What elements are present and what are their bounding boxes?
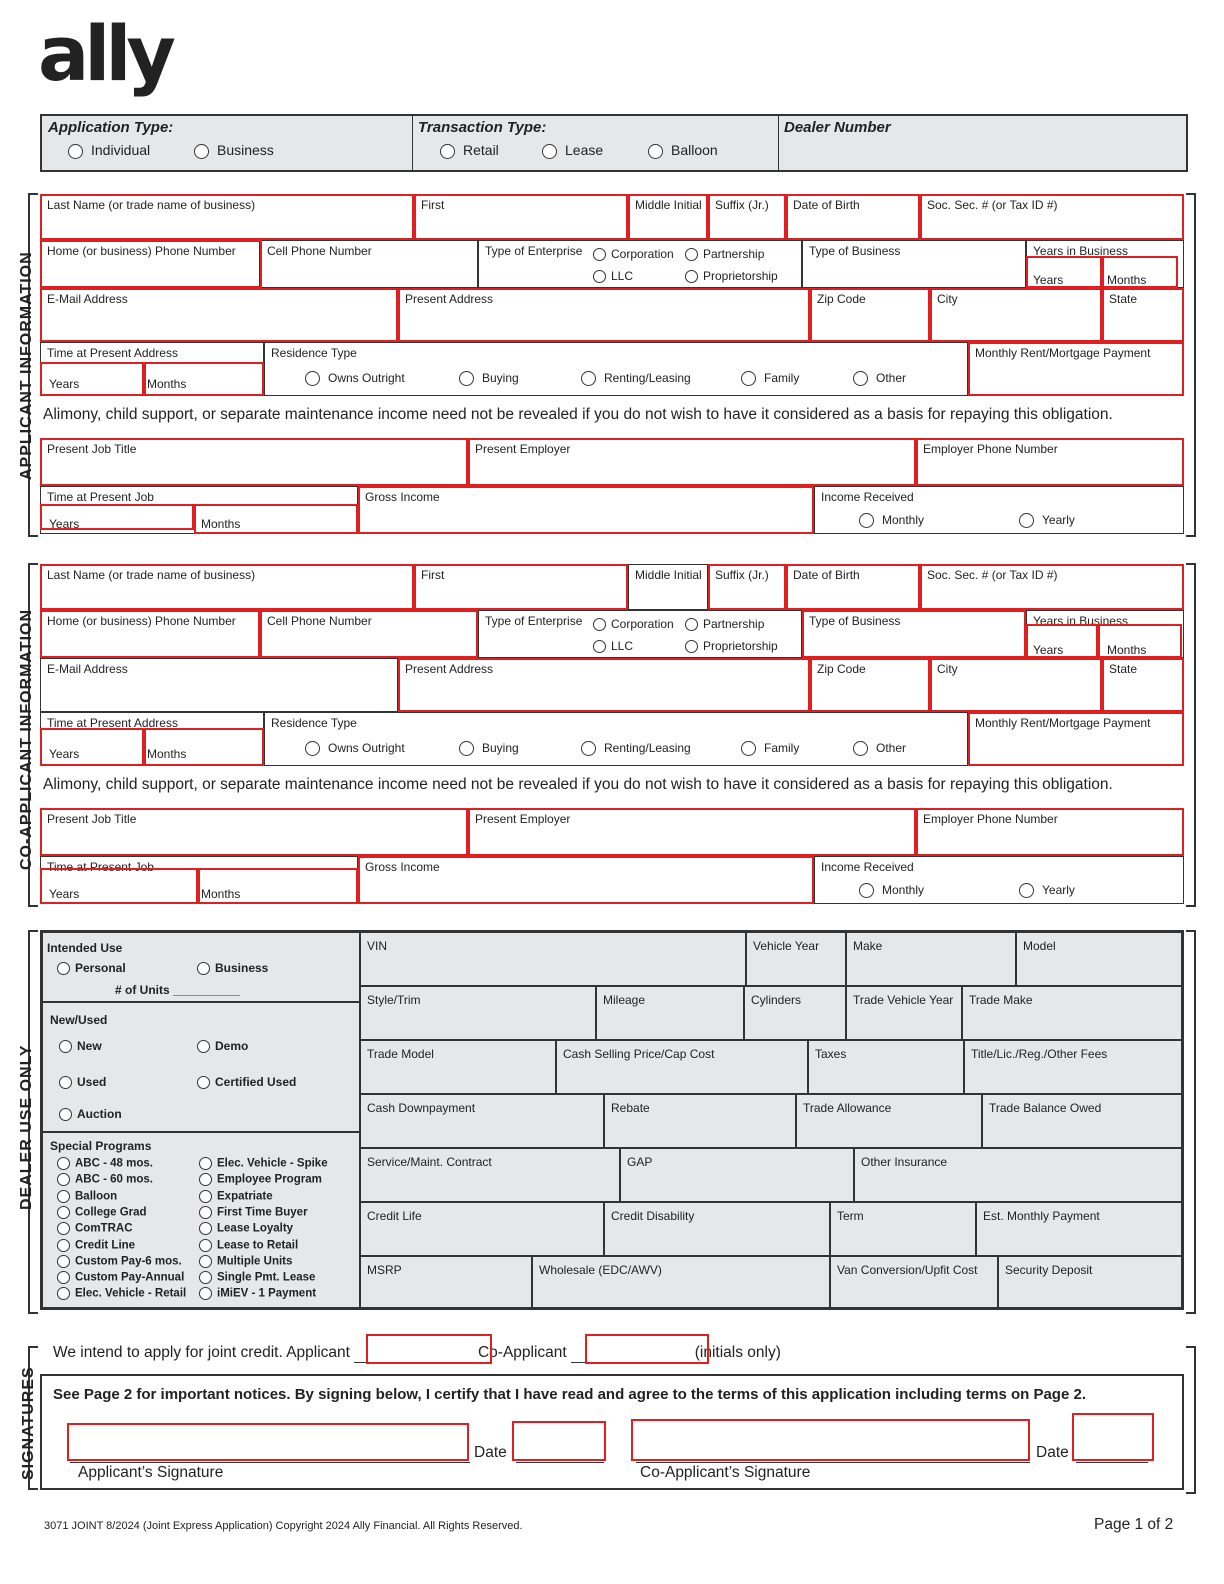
special-program-option[interactable]: ABC - 60 mos. xyxy=(57,1173,153,1186)
special-program-option[interactable]: College Grad xyxy=(57,1206,147,1219)
coapplicant-signature-label: Co-Applicant’s Signature xyxy=(640,1464,811,1481)
radio-corporation[interactable]: Corporation xyxy=(593,247,674,261)
radio-circle-icon xyxy=(199,1271,212,1284)
radio-circle-icon xyxy=(199,1287,212,1300)
ally-logo: ally xyxy=(38,9,171,98)
applicant-side-label: APPLICANT INFORMATION xyxy=(18,251,35,480)
radio-circle-icon xyxy=(741,371,756,386)
radio-circle-icon xyxy=(57,1157,70,1170)
radio-circle-icon xyxy=(459,371,474,386)
coapplicant-middle-initial-field[interactable]: Middle Initial xyxy=(628,564,708,610)
radio-business-use[interactable]: Business xyxy=(197,961,268,975)
radio-business[interactable]: Business xyxy=(194,142,274,159)
footer-page-number: Page 1 of 2 xyxy=(1094,1516,1174,1533)
coapplicant-email-field[interactable]: E-Mail Address xyxy=(40,658,398,712)
transaction-type-cell xyxy=(412,116,779,170)
dealer-field[interactable]: Van Conversion/Upfit Cost xyxy=(830,1256,998,1308)
applicant-dob-field[interactable]: Date of Birth xyxy=(786,194,920,240)
special-program-option[interactable]: Multiple Units xyxy=(199,1255,292,1268)
special-program-option[interactable]: Expatriate xyxy=(199,1190,273,1203)
radio-corporation[interactable]: Corporation xyxy=(593,617,674,631)
radio-circle-icon xyxy=(440,144,455,159)
radio-circle-icon xyxy=(1019,513,1034,528)
coapplicant-gross-income-field[interactable]: Gross Income xyxy=(358,856,814,904)
radio-circle-icon xyxy=(593,248,606,261)
dealer-number-cell[interactable] xyxy=(778,116,1186,170)
joint-credit-line: We intend to apply for joint credit. Applicant Co-Applicant (initials only) xyxy=(53,1344,781,1361)
radio-yearly[interactable]: Yearly xyxy=(1019,883,1075,898)
coapplicant-city-field[interactable]: City xyxy=(930,658,1102,712)
applicant-email-field[interactable]: E-Mail Address xyxy=(40,288,398,342)
coapplicant-job-title-field[interactable]: Present Job Title xyxy=(40,808,468,856)
applicant-date-label: Date xyxy=(474,1444,507,1461)
dealer-field[interactable]: Style/Trim xyxy=(360,986,596,1040)
dealer-field[interactable]: Cylinders xyxy=(744,986,846,1040)
radio-circle-icon xyxy=(459,741,474,756)
dealer-field[interactable]: Trade Model xyxy=(360,1040,556,1094)
applicant-last-name-field[interactable]: Last Name (or trade name of business) xyxy=(40,194,414,240)
units-field[interactable]: # of Units __________ xyxy=(115,983,240,997)
dealer-field[interactable]: GAP xyxy=(620,1148,854,1202)
radio-proprietorship[interactable]: Proprietorship xyxy=(685,639,778,653)
radio-circle-icon xyxy=(59,1076,72,1089)
radio-circle-icon xyxy=(57,1173,70,1186)
radio-circle-icon xyxy=(305,741,320,756)
dealer-field[interactable]: Wholesale (EDC/AWV) xyxy=(532,1256,830,1308)
applicant-residence-type: Residence Type Owns Outright Buying Renting/Leasing Family Other xyxy=(264,342,968,396)
coapplicant-income-received: Income Received Monthly Yearly xyxy=(814,856,1184,904)
applicant-years-in-business: Years in Business Years Months xyxy=(1026,240,1184,288)
radio-monthly[interactable]: Monthly xyxy=(859,513,924,528)
coapplicant-ssn-field[interactable]: Soc. Sec. # (or Tax ID #) xyxy=(920,564,1184,610)
dealer-field[interactable]: Other Insurance xyxy=(854,1148,1182,1202)
radio-personal[interactable]: Personal xyxy=(57,961,126,975)
radio-renting-leasing[interactable]: Renting/Leasing xyxy=(581,371,691,386)
applicant-first-name-field[interactable]: First xyxy=(414,194,628,240)
radio-circle-icon xyxy=(57,1222,70,1235)
radio-circle-icon xyxy=(57,1287,70,1300)
applicant-alimony-notice: Alimony, child support, or separate maintenance income need not be revealed if you do not wish to have it considered as a basis for repaying this obligation. xyxy=(43,406,1113,423)
radio-circle-icon xyxy=(197,962,210,975)
radio-circle-icon xyxy=(57,1190,70,1203)
radio-circle-icon xyxy=(648,144,663,159)
special-program-option[interactable]: Single Pmt. Lease xyxy=(199,1271,315,1284)
radio-owns-outright[interactable]: Owns Outright xyxy=(305,371,405,386)
applicant-employer-phone-field[interactable]: Employer Phone Number xyxy=(916,438,1184,486)
special-program-option[interactable]: Employee Program xyxy=(199,1173,322,1186)
applicant-bracket-right xyxy=(1186,193,1196,537)
dealer-field[interactable]: MSRP xyxy=(360,1256,532,1308)
footer-form-id: 3071 JOINT 8/2024 (Joint Express Application) Copyright 2024 Ally Financial. All Rights Reserved. xyxy=(44,1520,523,1532)
radio-circle-icon xyxy=(57,1255,70,1268)
radio-circle-icon xyxy=(199,1222,212,1235)
radio-circle-icon xyxy=(197,1040,210,1053)
coapplicant-years-in-business: Years in Business Years Months xyxy=(1026,610,1184,658)
applicant-present-address-field[interactable]: Present Address xyxy=(398,288,810,342)
radio-circle-icon xyxy=(194,144,209,159)
radio-new[interactable]: New xyxy=(59,1039,102,1053)
radio-retail[interactable]: Retail xyxy=(440,142,499,159)
coapplicant-alimony-notice: Alimony, child support, or separate maintenance income need not be revealed if you do not wish to have it considered as a basis for repaying this obligation. xyxy=(43,776,1113,793)
coapplicant-enterprise-type: Type of Enterprise Corporation Partnership LLC Proprietorship xyxy=(478,610,802,658)
applicant-suffix-field[interactable]: Suffix (Jr.) xyxy=(708,194,786,240)
coapplicant-date-line[interactable] xyxy=(1076,1434,1148,1463)
radio-circle-icon xyxy=(197,1076,210,1089)
special-programs-box: Special Programs ABC - 48 mos. ABC - 60 mos. Balloon College Grad ComTRAC Credit Line Custom Pay-6 mos. Custom Pay-Annual Elec. Vehicle - Retail Elec. Vehicle - Spike Employee Program Expatriate First Time Buyer Lease Loyalty Lease to Retail Multiple Units Single Pmt. Lease iMiEV - 1 Payment xyxy=(42,1132,360,1308)
applicant-state-field[interactable]: State xyxy=(1102,288,1184,342)
applicant-initials-field[interactable] xyxy=(354,1344,474,1363)
dealer-field[interactable]: Trade Make xyxy=(962,986,1182,1040)
applicant-ssn-field[interactable]: Soc. Sec. # (or Tax ID #) xyxy=(920,194,1184,240)
coapplicant-monthly-payment-field[interactable]: Monthly Rent/Mortgage Payment xyxy=(968,712,1184,766)
dealer-field[interactable]: Term xyxy=(830,1202,976,1256)
radio-balloon[interactable]: Balloon xyxy=(648,142,718,159)
coapplicant-date-label: Date xyxy=(1036,1444,1069,1461)
radio-monthly[interactable]: Monthly xyxy=(859,883,924,898)
radio-yearly[interactable]: Yearly xyxy=(1019,513,1075,528)
applicant-city-field[interactable]: City xyxy=(930,288,1102,342)
sig-bracket-right xyxy=(1186,1346,1196,1494)
dealer-field[interactable]: Vehicle Year xyxy=(746,932,846,986)
radio-llc[interactable]: LLC xyxy=(593,639,633,653)
radio-circle-icon xyxy=(593,270,606,283)
dealer-field[interactable]: Cash Downpayment xyxy=(360,1094,604,1148)
dealer-field[interactable]: Credit Life xyxy=(360,1202,604,1256)
radio-individual[interactable]: Individual xyxy=(68,142,150,159)
radio-circle-icon xyxy=(57,1239,70,1252)
signature-box xyxy=(40,1374,1184,1490)
dealer-field[interactable]: Rebate xyxy=(604,1094,796,1148)
special-program-option[interactable]: Custom Pay-Annual xyxy=(57,1271,184,1284)
radio-circle-icon xyxy=(581,371,596,386)
signatures-side-label: SIGNATURES xyxy=(20,1366,37,1480)
radio-buying[interactable]: Buying xyxy=(459,741,519,756)
radio-family[interactable]: Family xyxy=(741,741,799,756)
special-program-option[interactable]: Lease to Retail xyxy=(199,1239,298,1252)
radio-circle-icon xyxy=(305,371,320,386)
radio-circle-icon xyxy=(685,618,698,631)
special-program-option[interactable]: iMiEV - 1 Payment xyxy=(199,1287,316,1300)
special-program-option[interactable]: Balloon xyxy=(57,1190,117,1203)
applicant-time-at-job: Time at Present Job Years Months xyxy=(40,486,358,534)
header-box xyxy=(40,114,1188,172)
radio-circle-icon xyxy=(59,1040,72,1053)
dealer-field[interactable]: Est. Monthly Payment xyxy=(976,1202,1182,1256)
coapplicant-zip-field[interactable]: Zip Code xyxy=(810,658,930,712)
coapplicant-employer-field[interactable]: Present Employer xyxy=(468,808,916,856)
coapplicant-business-type-field[interactable]: Type of Business xyxy=(802,610,1026,658)
applicant-home-phone-field[interactable]: Home (or business) Phone Number xyxy=(40,240,260,288)
coapplicant-suffix-field[interactable]: Suffix (Jr.) xyxy=(708,564,786,610)
dealer-field[interactable]: Service/Maint. Contract xyxy=(360,1148,620,1202)
radio-llc[interactable]: LLC xyxy=(593,269,633,283)
coapplicant-state-field[interactable]: State xyxy=(1102,658,1184,712)
radio-partnership[interactable]: Partnership xyxy=(685,617,764,631)
radio-circle-icon xyxy=(199,1157,212,1170)
radio-circle-icon xyxy=(741,741,756,756)
radio-circle-icon xyxy=(853,371,868,386)
radio-certified-used[interactable]: Certified Used xyxy=(197,1075,296,1089)
dealer-field[interactable]: Taxes xyxy=(808,1040,964,1094)
certify-text: See Page 2 for important notices. By signing below, I certify that I have read and agree to the terms of this application including terms on Page 2. xyxy=(53,1386,1086,1403)
radio-renting-leasing[interactable]: Renting/Leasing xyxy=(581,741,691,756)
dealer-field[interactable]: VIN xyxy=(360,932,746,986)
radio-circle-icon xyxy=(199,1206,212,1219)
dealer-field[interactable]: Title/Lic./Reg./Other Fees xyxy=(964,1040,1182,1094)
radio-demo[interactable]: Demo xyxy=(197,1039,248,1053)
special-program-option[interactable]: Elec. Vehicle - Retail xyxy=(57,1287,186,1300)
radio-circle-icon xyxy=(199,1190,212,1203)
application-type-label: Application Type: xyxy=(48,119,174,136)
coapplicant-home-phone-field[interactable]: Home (or business) Phone Number xyxy=(40,610,260,658)
coapplicant-last-name-field[interactable]: Last Name (or trade name of business) xyxy=(40,564,414,610)
dealer-field[interactable]: Security Deposit xyxy=(998,1256,1182,1308)
dealer-field[interactable]: Credit Disability xyxy=(604,1202,830,1256)
coapplicant-cell-phone-field[interactable]: Cell Phone Number xyxy=(260,610,478,658)
dealer-side-label: DEALER USE ONLY xyxy=(18,1044,35,1210)
applicant-business-type-field[interactable]: Type of Business xyxy=(802,240,1026,288)
radio-circle-icon xyxy=(199,1255,212,1268)
radio-circle-icon xyxy=(685,640,698,653)
coapplicant-side-label: CO-APPLICANT INFORMATION xyxy=(18,608,35,870)
dealer-section xyxy=(40,930,1184,1310)
dealer-field[interactable]: Trade Balance Owed xyxy=(982,1094,1182,1148)
coapplicant-time-at-address: Time at Present Address Years Months xyxy=(40,712,264,766)
coapplicant-initials-field[interactable] xyxy=(571,1344,691,1363)
applicant-zip-field[interactable]: Zip Code xyxy=(810,288,930,342)
radio-circle-icon xyxy=(57,962,70,975)
radio-circle-icon xyxy=(859,883,874,898)
dealer-number-label: Dealer Number xyxy=(784,119,891,136)
radio-circle-icon xyxy=(593,618,606,631)
dealer-field[interactable]: Trade Allowance xyxy=(796,1094,982,1148)
radio-circle-icon xyxy=(685,270,698,283)
coapplicant-bracket-right xyxy=(1186,563,1196,907)
radio-other[interactable]: Other xyxy=(853,371,906,386)
radio-partnership[interactable]: Partnership xyxy=(685,247,764,261)
coapplicant-first-name-field[interactable]: First xyxy=(414,564,628,610)
dealer-field[interactable]: Mileage xyxy=(596,986,744,1040)
dealer-field[interactable]: Model xyxy=(1016,932,1182,986)
applicant-income-received: Income Received Monthly Yearly xyxy=(814,486,1184,534)
special-program-option[interactable]: ABC - 48 mos. xyxy=(57,1157,153,1170)
radio-circle-icon xyxy=(685,248,698,261)
radio-other[interactable]: Other xyxy=(853,741,906,756)
applicant-employer-field[interactable]: Present Employer xyxy=(468,438,916,486)
coapplicant-time-at-job: Time at Present Job Years Months xyxy=(40,856,358,904)
radio-circle-icon xyxy=(542,144,557,159)
radio-buying[interactable]: Buying xyxy=(459,371,519,386)
radio-circle-icon xyxy=(199,1173,212,1186)
applicant-signature-line[interactable] xyxy=(70,1434,470,1463)
radio-lease[interactable]: Lease xyxy=(542,142,603,159)
applicant-signature-label: Applicant’s Signature xyxy=(78,1464,224,1481)
applicant-gross-income-field[interactable]: Gross Income xyxy=(358,486,814,534)
radio-owns-outright[interactable]: Owns Outright xyxy=(305,741,405,756)
dealer-field[interactable]: Cash Selling Price/Cap Cost xyxy=(556,1040,808,1094)
coapplicant-residence-type: Residence Type Owns Outright Buying Renting/Leasing Family Other xyxy=(264,712,968,766)
special-program-option[interactable]: First Time Buyer xyxy=(199,1206,308,1219)
radio-circle-icon xyxy=(57,1271,70,1284)
coapplicant-signature-line[interactable] xyxy=(636,1434,1030,1463)
transaction-type-label: Transaction Type: xyxy=(418,119,547,136)
new-used-box: New/Used New Demo Used Certified Used Auction xyxy=(42,1002,360,1132)
dealer-bracket-right xyxy=(1186,930,1196,1314)
special-program-option[interactable]: Lease Loyalty xyxy=(199,1222,293,1235)
radio-proprietorship[interactable]: Proprietorship xyxy=(685,269,778,283)
coapplicant-present-address-field[interactable]: Present Address xyxy=(398,658,810,712)
applicant-monthly-payment-field[interactable]: Monthly Rent/Mortgage Payment xyxy=(968,342,1184,396)
application-type-cell xyxy=(42,116,413,170)
radio-circle-icon xyxy=(68,144,83,159)
intended-use-box: Intended Use Personal Business # of Units __________ xyxy=(42,932,360,1002)
radio-circle-icon xyxy=(199,1239,212,1252)
applicant-middle-initial-field[interactable]: Middle Initial xyxy=(628,194,708,240)
radio-circle-icon xyxy=(1019,883,1034,898)
applicant-cell-phone-field[interactable]: Cell Phone Number xyxy=(260,240,478,288)
coapplicant-employer-phone-field[interactable]: Employer Phone Number xyxy=(916,808,1184,856)
applicant-enterprise-type: Type of Enterprise Corporation Partnership LLC Proprietorship xyxy=(478,240,802,288)
radio-circle-icon xyxy=(59,1108,72,1121)
radio-circle-icon xyxy=(57,1206,70,1219)
radio-family[interactable]: Family xyxy=(741,371,799,386)
radio-circle-icon xyxy=(853,741,868,756)
special-program-option[interactable]: ComTRAC xyxy=(57,1222,133,1235)
special-program-option[interactable]: Custom Pay-6 mos. xyxy=(57,1255,182,1268)
radio-circle-icon xyxy=(859,513,874,528)
radio-circle-icon xyxy=(581,741,596,756)
applicant-job-title-field[interactable]: Present Job Title xyxy=(40,438,468,486)
applicant-date-line[interactable] xyxy=(516,1434,604,1463)
radio-used[interactable]: Used xyxy=(59,1075,106,1089)
special-program-option[interactable]: Elec. Vehicle - Spike xyxy=(199,1157,328,1170)
radio-auction[interactable]: Auction xyxy=(59,1107,122,1121)
special-program-option[interactable]: Credit Line xyxy=(57,1239,135,1252)
radio-circle-icon xyxy=(593,640,606,653)
applicant-time-at-address: Time at Present Address Years Months xyxy=(40,342,264,396)
dealer-field[interactable]: Make xyxy=(846,932,1016,986)
dealer-field[interactable]: Trade Vehicle Year xyxy=(846,986,962,1040)
coapplicant-dob-field[interactable]: Date of Birth xyxy=(786,564,920,610)
